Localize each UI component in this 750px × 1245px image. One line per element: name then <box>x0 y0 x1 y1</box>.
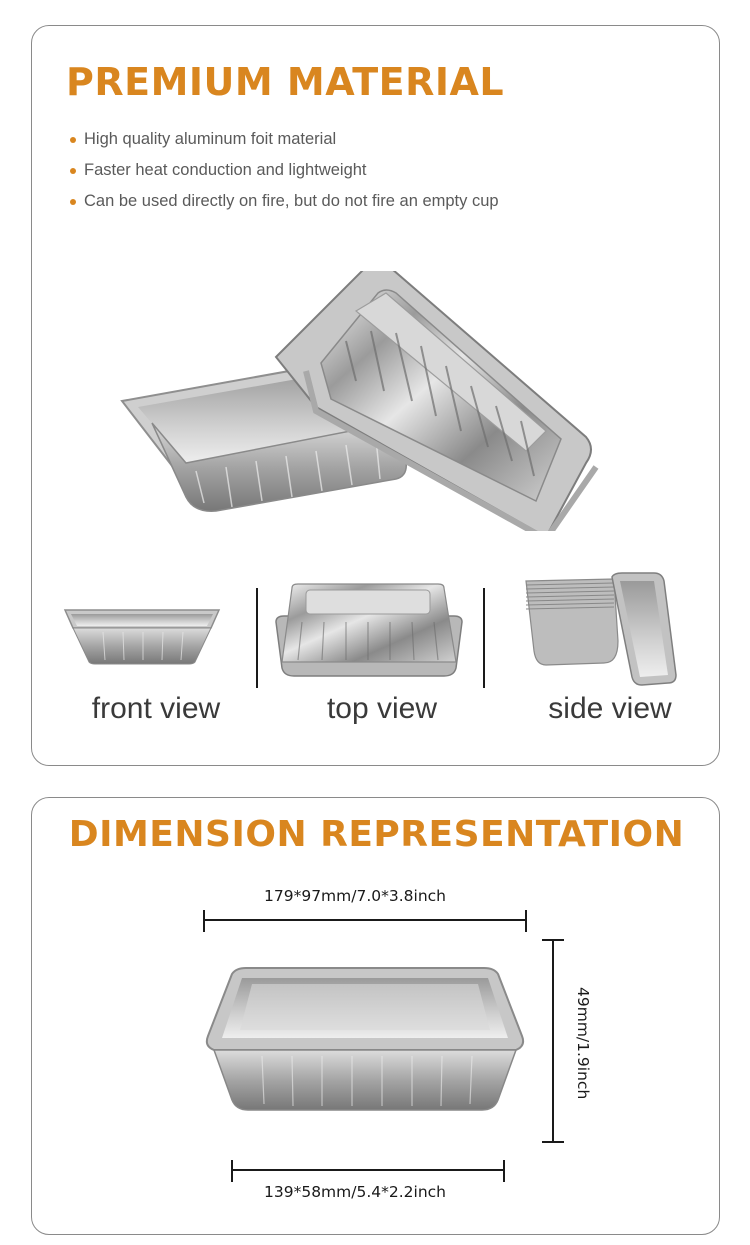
dimension-title: DIMENSION REPRESENTATION <box>68 814 685 855</box>
feature-item <box>70 155 499 186</box>
height-dimension-label: 49mm/1.9inch <box>574 987 592 1100</box>
bottom-dimension-line <box>230 1156 510 1186</box>
dimension-pan-photo <box>202 966 528 1116</box>
hero-foil-pans-photo <box>116 271 606 531</box>
front-view-photo <box>63 604 223 666</box>
premium-material-title: PREMIUM MATERIAL <box>66 60 505 104</box>
premium-material-card <box>31 25 720 766</box>
feature-text: Faster heat conduction and lightweight <box>84 161 367 179</box>
bottom-dimension-label: 139*58mm/5.4*2.2inch <box>264 1183 447 1201</box>
top-dimension-line <box>202 906 532 936</box>
side-view-label: side view <box>548 692 672 725</box>
top-view-label: top view <box>326 692 438 725</box>
feature-text: Can be used directly on fire, but do not fire an empty cup <box>84 192 499 210</box>
front-view-label: front view <box>91 692 221 725</box>
side-view-photo <box>524 571 684 691</box>
bullet-dot-icon <box>70 168 76 174</box>
feature-item <box>70 186 499 217</box>
feature-item <box>70 124 499 155</box>
bullet-dot-icon <box>70 137 76 143</box>
height-dimension-line <box>538 938 568 1144</box>
top-view-photo <box>272 582 466 680</box>
bullet-dot-icon <box>70 199 76 205</box>
top-dimension-label: 179*97mm/7.0*3.8inch <box>264 887 447 905</box>
feature-text: High quality aluminum foit material <box>84 130 337 148</box>
dimension-card <box>31 797 720 1235</box>
feature-list <box>70 124 499 217</box>
view-separator <box>256 588 258 688</box>
view-separator <box>483 588 485 688</box>
